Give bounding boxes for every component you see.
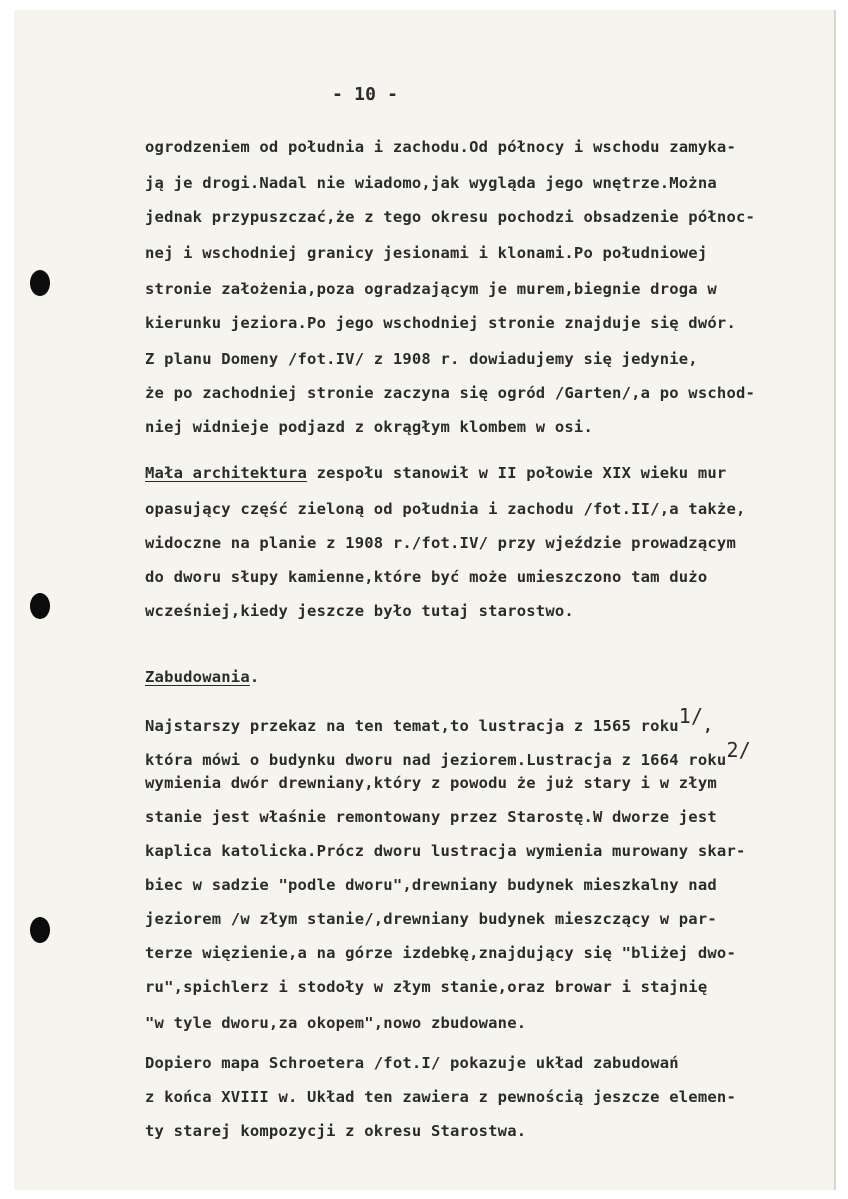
text-line [145,1054,679,1072]
punch-hole-middle [30,593,50,619]
text-line [145,174,717,192]
punch-hole-bottom [30,917,50,943]
text-line [145,500,746,518]
text-line [145,350,698,368]
text-line [145,910,717,928]
punch-hole-top [30,270,50,296]
line-text: Najstarszy przekaz na ten temat,to lustracja z 1565 roku [145,717,679,735]
line-tail: , [703,717,713,735]
line-text: jednak przypuszczać,że z tego okresu pochodzi obsadzenie północ- [145,208,756,226]
line-text: nej i wschodniej granicy jesionami i klonami.Po południowej [145,244,708,262]
line-text: "w tyle dworu,za okopem",nowo zbudowane. [145,1014,527,1032]
line-text: biec w sadzie "podle dworu",drewniany budynek mieszkalny nad [145,876,717,894]
page-number: - 10 - [332,84,399,105]
text-line [145,138,736,156]
text-line [145,208,755,226]
text-line [145,1088,736,1106]
line-text: ty starej kompozycji z okresu Starostwa. [145,1122,527,1140]
line-text: jeziorem /w złym stanie/,drewniany budynek mieszczący w par- [145,910,717,928]
line-text: wcześniej,kiedy jeszcze było tutaj starostwo. [145,602,574,620]
line-text: do dworu słupy kamienne,które być może umieszczono tam dużo [145,568,708,586]
footnote-marker: 1/ [678,704,704,728]
line-text: wymienia dwór drewniany,który z powodu że już stary i w złym [145,774,717,792]
text-line [145,944,736,962]
line-text: stronie założenia,poza ogradzającym je murem,biegnie droga w [145,280,717,298]
text-line [145,738,751,769]
line-text: Dopiero mapa Schroetera /fot.I/ pokazuje układ zabudowań [145,1054,679,1072]
text-line [145,1122,526,1140]
text-line [145,244,707,262]
text-line [145,602,574,620]
text-line [145,774,717,792]
text-line [145,384,755,402]
text-line [145,534,736,552]
footnote-marker: 2/ [726,738,751,762]
text-line [145,280,717,298]
section-heading: Zabudowania [145,668,250,686]
text-line [145,418,593,436]
line-text: że po zachodniej stronie zaczyna się ogród /Garten/,a po wschod- [145,384,756,402]
text-line [145,568,707,586]
line-text: z końca XVIII w. Układ ten zawiera z pewnością jeszcze elemen- [145,1088,736,1106]
text-line [145,464,726,482]
text-line [145,808,717,826]
line-text: ją je drogi.Nadal nie wiadomo,jak wygląda jego wnętrze.Można [145,174,717,192]
line-text: stanie jest właśnie remontowany przez Starostę.W dworze jest [145,808,717,826]
text-line [145,704,713,735]
text-line [145,668,259,686]
line-text: . [249,668,260,686]
line-text: ogrodzeniem od południa i zachodu.Od północy i wschodu zamyka- [145,138,736,156]
section-heading: Mała architektura [145,464,308,482]
line-text: zespołu stanowił w II połowie XIX wieku mur [307,464,727,482]
line-text: terze więzienie,a na górze izdebkę,znajdujący się "bliżej dwo- [145,944,736,962]
text-line [145,876,717,894]
line-text: widoczne na planie z 1908 r./fot.IV/ przy wjeździe prowadzącym [145,534,736,552]
line-text: Z planu Domeny /fot.IV/ z 1908 r. dowiadujemy się jedynie, [145,350,698,368]
text-line [145,1014,526,1032]
line-text: niej widnieje podjazd z okrągłym klombem w osi. [145,418,593,436]
line-text: kaplica katolicka.Prócz dworu lustracja wymienia murowany skar- [145,842,746,860]
line-text: która mówi o budynku dworu nad jeziorem.Lustracja z 1664 roku [145,751,727,769]
text-line [145,842,746,860]
text-line [145,978,707,996]
line-text: kierunku jeziora.Po jego wschodniej stronie znajduje się dwór. [145,314,736,332]
line-text: ru",spichlerz i stodoły w złym stanie,oraz browar i stajnię [145,978,708,996]
text-line [145,314,736,332]
line-text: opasujący część zieloną od południa i zachodu /fot.II/,a także, [145,500,746,518]
